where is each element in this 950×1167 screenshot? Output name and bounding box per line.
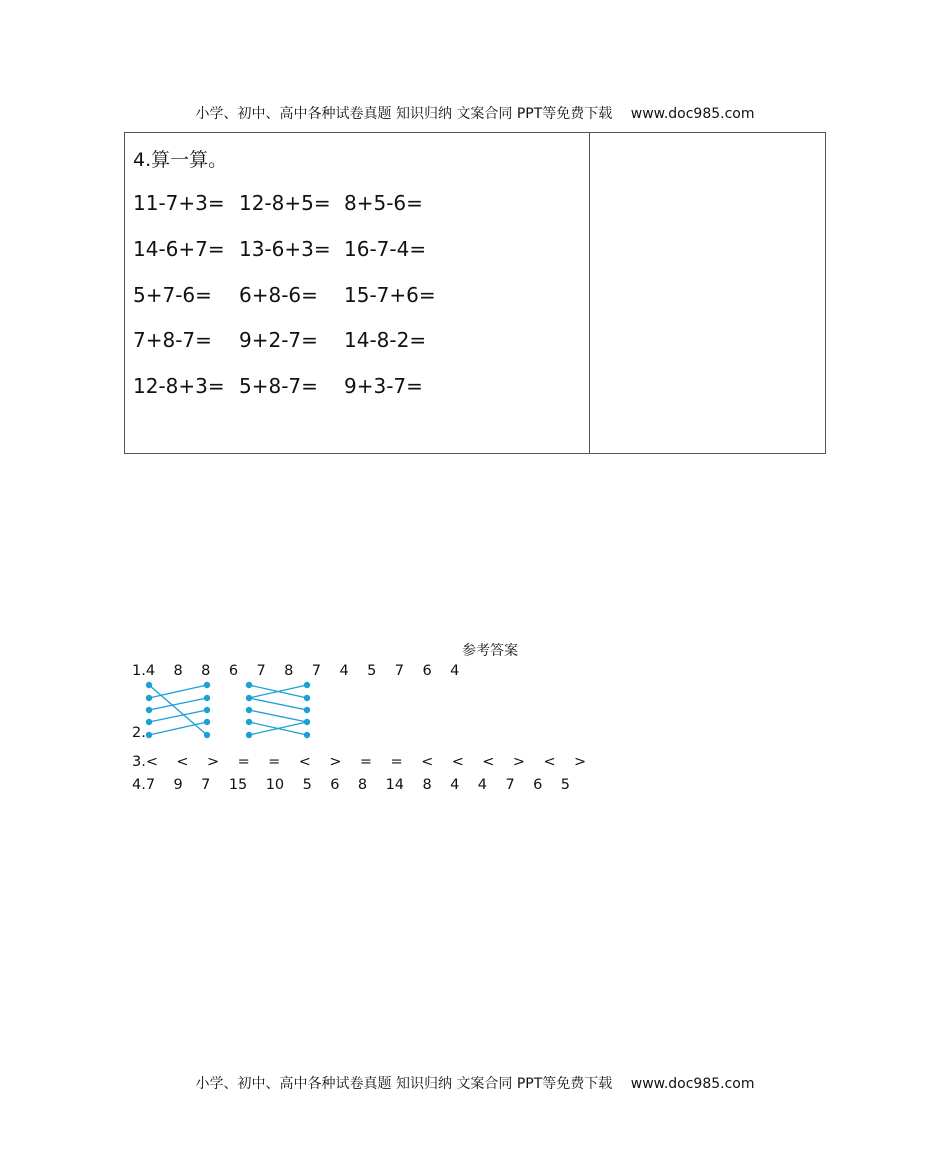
match-dot — [246, 732, 252, 738]
match-line — [149, 710, 207, 722]
problem: 12-8+3= — [133, 374, 225, 398]
problem: 13-6+3= — [239, 237, 331, 261]
match-dot — [304, 695, 310, 701]
match-dot — [146, 719, 152, 725]
match-dot — [146, 707, 152, 713]
match-dot — [146, 732, 152, 738]
match-line — [249, 698, 307, 710]
problem: 12-8+5= — [239, 191, 331, 215]
match-line — [149, 698, 207, 710]
match-dot — [146, 695, 152, 701]
match-dot — [304, 707, 310, 713]
matching-diagram — [140, 678, 320, 742]
problem: 15-7+6= — [344, 283, 436, 307]
problem: 5+7-6= — [133, 283, 212, 307]
answer-line-1: 1.4 8 8 6 7 8 7 4 5 7 6 4 — [132, 663, 460, 679]
answer-line-4: 4.7 9 7 15 10 5 6 8 14 8 4 4 7 6 5 — [132, 777, 571, 793]
question-title: 4.算一算。 — [133, 149, 228, 171]
page-header — [0, 103, 950, 123]
problem: 7+8-7= — [133, 328, 212, 352]
match-dot — [204, 719, 210, 725]
problem: 11-7+3= — [133, 191, 225, 215]
answer-title: 参考答案 — [462, 643, 518, 659]
match-dot — [304, 719, 310, 725]
match-dot — [246, 707, 252, 713]
answer-line-2-label: 2. — [132, 725, 146, 741]
match-line — [149, 685, 207, 735]
match-dot — [204, 707, 210, 713]
problem: 6+8-6= — [239, 283, 318, 307]
match-line — [249, 710, 307, 722]
match-dot — [204, 695, 210, 701]
match-dot — [304, 732, 310, 738]
match-dot — [246, 719, 252, 725]
footer-text: 小学、初中、高中各种试卷真题 知识归纳 文案合同 PPT等免费下载 — [195, 1076, 613, 1092]
match-line — [149, 685, 207, 698]
problem: 9+3-7= — [344, 374, 423, 398]
problem: 14-8-2= — [344, 328, 427, 352]
header-url[interactable]: www.doc985.com — [630, 106, 755, 122]
page-footer — [0, 1073, 950, 1093]
answer-line-3: 3.< < > = = < > = = < < < > < > — [132, 754, 587, 770]
match-dot — [204, 732, 210, 738]
match-dot — [146, 682, 152, 688]
footer-url[interactable]: www.doc985.com — [630, 1076, 755, 1092]
problem: 5+8-7= — [239, 374, 318, 398]
table-divider — [589, 133, 590, 453]
exercise-table — [124, 132, 826, 454]
match-dot — [246, 695, 252, 701]
match-line — [149, 722, 207, 735]
problem: 9+2-7= — [239, 328, 318, 352]
problem: 16-7-4= — [344, 237, 427, 261]
problem: 14-6+7= — [133, 237, 225, 261]
header-text: 小学、初中、高中各种试卷真题 知识归纳 文案合同 PPT等免费下载 — [195, 106, 613, 122]
match-dot — [304, 682, 310, 688]
match-dot — [204, 682, 210, 688]
match-dot — [246, 682, 252, 688]
problem: 8+5-6= — [344, 191, 423, 215]
